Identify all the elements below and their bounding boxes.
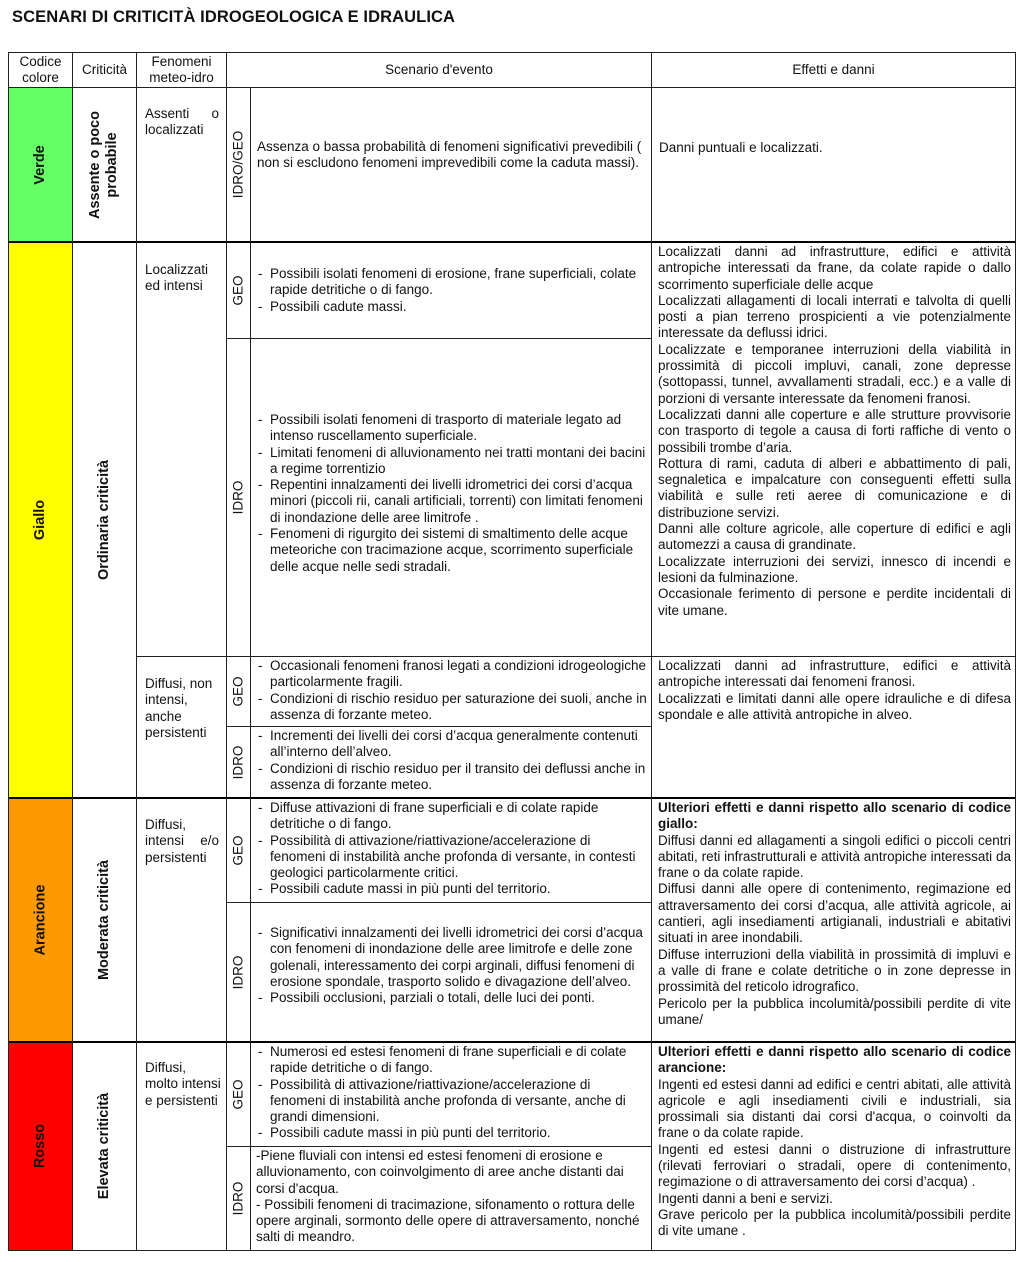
rosso-idro-tipo-box <box>226 1147 250 1250</box>
verde-codice-box <box>8 88 72 241</box>
giallo-criticita-label: Ordinaria criticità <box>96 459 113 580</box>
giallo-idro2-tipo-box <box>226 727 250 797</box>
giallo-idro2-item: - Incrementi dei livelli dei corsi d’acqua generalmente contenuti all’interno dell’alveo. <box>256 728 648 761</box>
arancione-effetti-item: Diffuse interruzioni della viabilità in prossimità di impluvi e a valle di frane e colate detritiche o in zone depresse in prossimità del reticolo idrografico. <box>658 946 1011 995</box>
arancione-geo-list <box>256 800 648 898</box>
arancione-idro-tipo: IDRO <box>230 955 246 989</box>
arancione-effetti <box>658 800 1011 1028</box>
verde-codice-label: Verde <box>32 144 48 185</box>
header-bottom <box>8 87 1016 88</box>
giallo-idro1-tipo-box <box>226 339 250 656</box>
arancione-idro-list <box>256 925 648 1006</box>
rosso-codice-box <box>8 1042 72 1250</box>
giallo-effetti1-item: Localizzate interruzioni dei servizi, innesco di incendi e lesioni da fulminazione. <box>658 553 1011 585</box>
arancione-effetti-item: Diffusi danni ed allagamenti a singoli edifici o piccoli centri abitati, reti infrastrutturali e attività antropiche interessati da frane o da colate rapide. <box>658 832 1011 881</box>
arancione-geo-item: - Possibili cadute massi in più punti del territorio. <box>256 881 648 897</box>
giallo-idro1-list <box>256 412 646 575</box>
arancione-effetti-head: Ulteriori effetti e danni rispetto allo scenario di codice giallo: <box>658 800 1011 832</box>
giallo-effetti-2 <box>658 658 1011 723</box>
header-fenomeni: Fenomeni meteo-idro <box>149 54 214 85</box>
rosso-fenomeni: Diffusi, molto intensi e persistenti <box>145 1060 221 1108</box>
rosso-idro-item: -Piene fluviali con intensi ed estesi fenomeni di erosione e alluvionamento, con coinvolgimento di aree anche distanti dai corsi d'acqua. <box>256 1148 624 1196</box>
giallo-effetti1-item: Localizzati danni ad infrastrutture, edifici e attività antropiche interessati da frane, da colate rapide o dallo scorrimento superficiale delle acque <box>658 244 1011 292</box>
giallo-geo1-tipo: GEO <box>230 274 246 306</box>
col-line-2 <box>136 52 137 1251</box>
rosso-geo-list <box>256 1044 648 1142</box>
giallo-geo1-tipo-box <box>226 242 250 338</box>
giallo-geo2-item: - Condizioni di rischio residuo per saturazione dei suoli, anche in assenza di forzante meteo. <box>256 691 648 724</box>
giallo-idro1-item: - Repentini innalzamenti dei livelli idrometrici dei corsi d’acqua minori (piccoli rii, canali artificiali, torrenti) con limitati fenomeni di inondazione delle aree limitrofe . <box>256 477 646 526</box>
rosso-effetti-item: Ingenti danni a beni e servizi. <box>658 1190 833 1206</box>
header-codice-colore: Codice colore <box>19 54 62 85</box>
arancione-geo-tipo-box <box>226 799 250 902</box>
arancione-idro-tipo-box <box>226 903 250 1041</box>
verde-effetti: Danni puntuali e localizzati. <box>659 140 823 155</box>
page-title: SCENARI DI CRITICITÀ IDROGEOLOGICA E IDRAULICA <box>12 8 456 26</box>
verde-criticita-box <box>72 88 136 241</box>
giallo-effetti2-item: Localizzati danni ad infrastrutture, edifici e attività antropiche interessati dai fenomeni franosi. <box>658 658 1011 690</box>
giallo-geo1-list <box>256 266 648 315</box>
rosso-effetti <box>658 1044 1011 1240</box>
arancione-criticita-label: Moderata criticità <box>96 859 113 980</box>
arancione-geo-bottom <box>226 902 651 903</box>
arancione-geo-item: - Possibilità di attivazione/riattivazione/accelerazione di fenomeni di instabilità anche profonda di versante, in contesti geologici particolarmente critici. <box>256 833 648 882</box>
verde-scenario: Assenza o bassa probabilità di fenomeni significativi prevedibili ( non si escludono fenomeni imprevedibili come la caduta massi). <box>257 139 642 171</box>
arancione-geo-item: - Diffuse attivazioni di frane superficiali e di colate rapide detritiche o di fango. <box>256 800 648 833</box>
giallo-idro2-item: - Condizioni di rischio residuo per il transito dei deflussi anche in assenza di forzante meteo. <box>256 761 648 794</box>
giallo-idro1-tipo: IDRO <box>230 480 246 515</box>
giallo-geo2-item: - Occasionali fenomeni franosi legati a condizioni idrogeologiche particolarmente fragili. <box>256 658 648 691</box>
giallo-geo1-item: - Possibili cadute massi. <box>256 299 648 315</box>
giallo-idro1-item: - Possibili isolati fenomeni di trasporto di materiale legato ad intenso ruscellamento superficiale. <box>256 412 646 445</box>
giallo-effetti-1 <box>658 244 1011 619</box>
rosso-geo-item: - Numerosi ed estesi fenomeni di frane superficiali e di colate rapide detritiche o di fango. <box>256 1044 648 1077</box>
rosso-geo-tipo-box <box>226 1043 250 1146</box>
rosso-codice-label: Rosso <box>31 1123 48 1169</box>
rosso-idro-item: - Possibili fenomeni di tracimazione, sifonamento o rottura delle opere arginali, sormonto delle opere di attraversamento, nonché salti di meandro. <box>256 1196 640 1245</box>
giallo-effetti1-item: Localizzate e temporanee interruzioni della viabilità in prossimità di piccoli impluvi, canali, zone depresse (sottopassi, tunnel, avvallamenti stradali, ecc.) e a valle di porzioni di versante interessate da fenomeni franosi. <box>658 341 1011 406</box>
giallo-geo2-tipo-box <box>226 657 250 726</box>
header-effetti: Effetti e danni <box>792 62 875 77</box>
giallo-effetti1-item: Occasionale ferimento di persone e perdite incidentali di vite umane. <box>658 586 1011 618</box>
giallo-idro1-item: - Fenomeni di rigurgito dei sistemi di smaltimento delle acque meteoriche con tracimazione acque, scorrimento superficiale delle acque nelle sedi stradali. <box>256 526 646 575</box>
arancione-criticita-box <box>72 798 136 1041</box>
rosso-criticita-label: Elevata criticità <box>96 1092 112 1200</box>
rosso-effetti-head: Ulteriori effetti e danni rispetto allo scenario di codice arancione: <box>658 1044 1011 1076</box>
header-criticita: Criticità <box>81 62 127 77</box>
header-scenario: Scenario d'evento <box>385 62 493 77</box>
giallo-idro2-tipo: IDRO <box>230 745 246 779</box>
arancione-codice-label: Arancione <box>32 884 49 955</box>
rosso-effetti-item: Ingenti ed estesi danni o distruzione di infrastrutture (rilevati ferroviari o stradali, opere di contenimento, regimazione o di attraversamento dei corsi d’acqua) . <box>658 1141 1011 1190</box>
giallo-geo2-list <box>256 658 648 723</box>
giallo-effetti2-item: Localizzati e limitati danni alle opere idrauliche e di difesa spondale e alle attività antropiche in alveo. <box>658 690 1011 722</box>
giallo-geo1-bottom <box>226 338 651 339</box>
giallo-geo1-item: - Possibili isolati fenomeni di erosione, frane superficiali, colate rapide detritiche o di fango. <box>256 266 648 299</box>
giallo-effetti1-item: Rottura di rami, caduta di alberi e abbattimento di pali, segnaletica e impalcature con conseguenti effetti sulla viabilità e sulle reti aeree di comunicazione e di distribuzione servizi. <box>658 455 1011 520</box>
giallo-effetti1-item: Localizzati allagamenti di locali interrati e talvolta di quelli posti a pian terreno prospicienti a vie potenzialmente interessate da deflussi idrici. <box>658 292 1011 341</box>
arancione-fenomeni: Diffusi, intensi e/o persistenti <box>145 817 219 865</box>
giallo-bottom <box>8 797 1016 799</box>
giallo-fenomeni-2: Diffusi, non intensi, anche persistenti <box>145 676 213 740</box>
giallo-codice-label: Giallo <box>31 499 48 540</box>
rosso-idro-tipo: IDRO <box>230 1181 246 1216</box>
arancione-codice-box <box>8 798 72 1041</box>
rosso-geo-item: - Possibilità di attivazione/riattivazione/accelerazione di fenomeni di instabilità anche profonda di versante, anche di grandi dimensioni. <box>256 1077 648 1126</box>
arancione-effetti-item: Diffusi danni alle opere di contenimento, regimazione ed attraversamento dei corsi d’acqua, alle attività agricole, ai cantieri, agli insediamenti artigianali, industriali e abitativi situati in aree inondabili. <box>658 881 1011 946</box>
giallo-criticita-box <box>72 242 136 797</box>
verde-criticita-label: Assente o poco probabile <box>87 110 120 219</box>
arancione-idro-item: - Possibili occlusioni, parziali o totali, delle luci dei ponti. <box>256 990 648 1006</box>
giallo-geo2-tipo: GEO <box>230 676 246 707</box>
verde-fenomeni: Assenti o localizzati <box>145 106 219 138</box>
arancione-bottom <box>8 1041 1016 1043</box>
giallo-idro1-item: - Limitati fenomeni di alluvionamento nei tratti montani dei bacini a regime torrentizio <box>256 445 646 478</box>
giallo-fen-split <box>136 656 1016 657</box>
rosso-criticita-box <box>72 1042 136 1250</box>
giallo-idro2-list <box>256 728 648 793</box>
arancione-geo-tipo: GEO <box>230 835 246 866</box>
giallo-codice-box <box>8 242 72 797</box>
rosso-effetti-item: Ingenti ed estesi danni ad edifici e centri abitati, alle attività agricole e agli insediamenti civili e industriali, sia prossimali sia distanti dai corsi d'acqua, o coinvolti da frane o da colate rapide. <box>658 1076 1011 1141</box>
border-right <box>1015 52 1016 1251</box>
col-line-4 <box>250 88 251 1251</box>
rosso-geo-item: - Possibili cadute massi in più punti del territorio. <box>256 1125 648 1141</box>
giallo-fenomeni-1: Localizzati ed intensi <box>145 262 209 294</box>
border-bottom <box>8 1250 1016 1251</box>
giallo-geo2-bottom <box>226 726 651 727</box>
col-line-5 <box>651 52 652 1251</box>
rosso-geo-tipo: GEO <box>230 1079 246 1110</box>
verde-bottom <box>8 241 1016 243</box>
rosso-idro-list <box>256 1148 648 1246</box>
verde-tipo-label: IDRO/GEO <box>230 130 246 199</box>
arancione-idro-item: - Significativi innalzamenti dei livelli idrometrici dei corsi d’acqua con fenomeni di inondazione delle aree limitrofe e delle zone golenali, interessamento dei corpi arginali, diffusi fenomeni di erosione spondale, trasporto solido e divagazione dell’alveo. <box>256 925 648 990</box>
rosso-geo-bottom <box>226 1146 651 1147</box>
giallo-effetti1-item: Danni alle colture agricole, alle coperture di edifici e agli automezzi a causa di grandinate. <box>658 521 1011 553</box>
giallo-effetti1-item: Localizzati danni alle coperture e alle strutture provvisorie con trasporto di tegole a causa di forti raffiche di vento o possibili trombe d’aria. <box>658 406 1011 455</box>
arancione-effetti-item: Pericolo per la pubblica incolumità/possibili perdite di vite umane/ <box>658 995 1011 1027</box>
verde-tipo-box <box>226 88 250 241</box>
rosso-effetti-item: Grave pericolo per la pubblica incolumità/possibili perdite di vite umane . <box>658 1206 1011 1239</box>
